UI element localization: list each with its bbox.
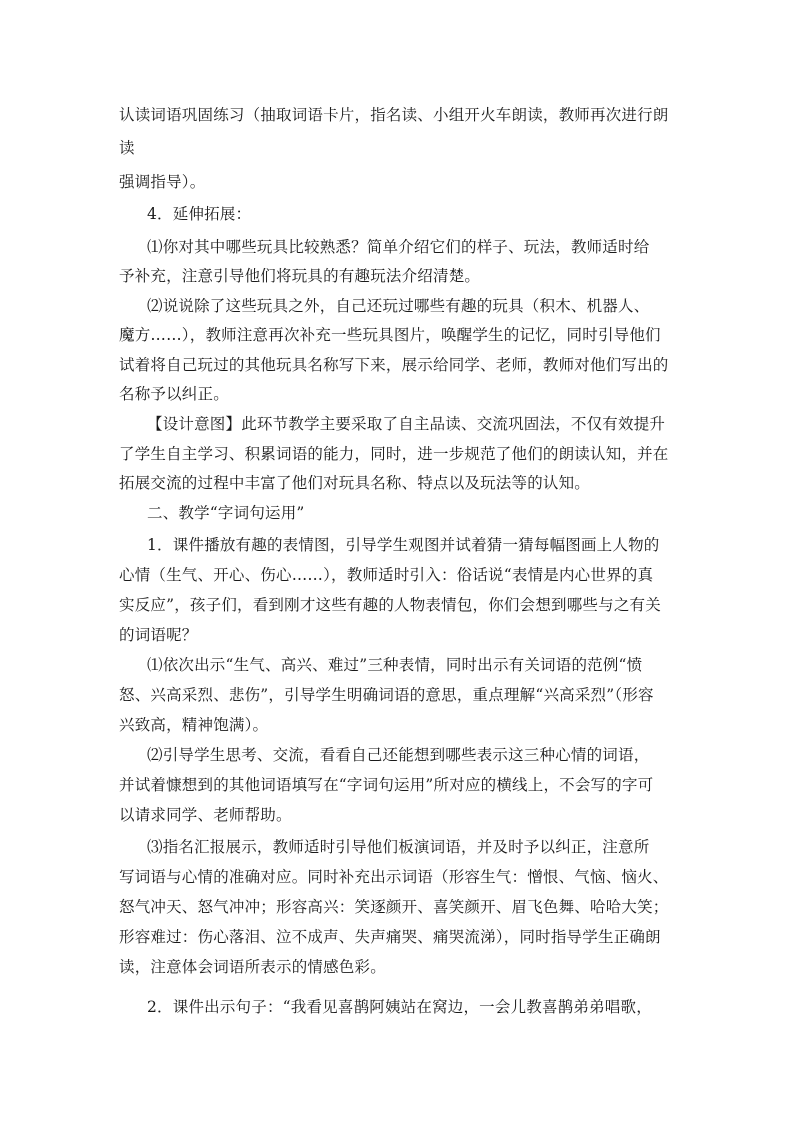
text-line: 心情（生气、开心、伤心……），教师适时引入：俗话说“表情是内心世界的真 — [119, 566, 654, 584]
text-line: 1．课件播放有趣的表情图，引导学生观图并试着猜一猜每幅图画上人物的 — [147, 536, 660, 554]
design-intent-paragraph: 【设计意图】此环节教学主要采取了自主品读、交流巩固法，不仅有效提升 — [147, 415, 666, 433]
text-line: 怒、兴高采烈、悲伤”，引导学生明确词语的意思，重点理解“兴高采烈”（形容 — [119, 686, 654, 704]
section-heading: 二、教学“字词句运用” — [147, 504, 305, 522]
text-line: 写词语与心情的准确对应。同时补充出示词语（形容生气：憎恨、气恼、恼火、 — [119, 868, 669, 886]
text-line: 魔方……），教师注意再次补充一些玩具图片，唤醒学生的记忆，同时引导他们 — [119, 326, 661, 344]
text-line: 试着将自己玩过的其他玩具名称写下来，展示给同学、老师，教师对他们写出的 — [119, 356, 669, 374]
text-line: 实反应”，孩子们，看到刚才这些有趣的人物表情包，你们会想到哪些与之有关 — [119, 596, 661, 614]
text-line: ⑴你对其中哪些玩具比较熟悉？简单介绍它们的样子、玩法，教师适时给 — [147, 238, 650, 256]
text-line: ⑵引导学生思考、交流，看看自己还能想到哪些表示这三种心情的词语， — [147, 746, 650, 764]
text-line: 拓展交流的过程中丰富了他们对玩具名称、特点以及玩法等的认知。 — [119, 474, 591, 492]
text-line: 兴致高，精神饱满）。 — [119, 716, 269, 734]
text-line: ⑶指名汇报展示，教师适时引导他们板演词语，并及时予以纠正，注意所 — [147, 838, 650, 856]
text-line: 以请求同学、老师帮助。 — [119, 806, 292, 824]
text-line: 的词语呢？ — [119, 626, 198, 644]
text-line: 强调指导）。 — [119, 173, 206, 191]
text-line: 名称予以纠正。 — [119, 385, 229, 403]
text-line: 读 — [119, 139, 135, 157]
text-line: 并试着慷想到的其他词语填写在“字词句运用”所对应的横线上，不会写的字可 — [119, 776, 654, 794]
text-line: 予补充，注意引导他们将玩具的有趣玩法介绍清楚。 — [119, 267, 481, 285]
text-line: 形容难过：伤心落泪、泣不成声、失声痛哭、痛哭流涕），同时指导学生正确朗 — [119, 928, 661, 946]
text-line: ⑵说说除了这些玩具之外，自己还玩过哪些有趣的玩具（积木、机器人、 — [147, 297, 650, 315]
section-heading: 4．延伸拓展： — [147, 205, 252, 223]
text-line: 读，注意体会词语所表示的情感色彩。 — [119, 958, 386, 976]
text-line: 怒气冲天、怒气冲冲；形容高兴：笑逐颜开、喜笑颜开、眉飞色舞、哈哈大笑； — [119, 898, 669, 916]
text-line: ⑴依次出示“生气、高兴、难过”三种表情，同时出示有关词语的范例“愤 — [147, 656, 643, 674]
text-line: 了学生自主学习、积累词语的能力，同时，进一步规范了他们的朗读认知，并在 — [119, 445, 669, 463]
text-line: 认读词语巩固练习（抽取词语卡片，指名读、小组开火车朗读，教师再次进行朗 — [119, 106, 669, 124]
text-line: 2．课件出示句子：“我看见喜鹊阿姨站在窝边，一会儿教喜鹊弟弟唱歌， — [147, 998, 652, 1016]
